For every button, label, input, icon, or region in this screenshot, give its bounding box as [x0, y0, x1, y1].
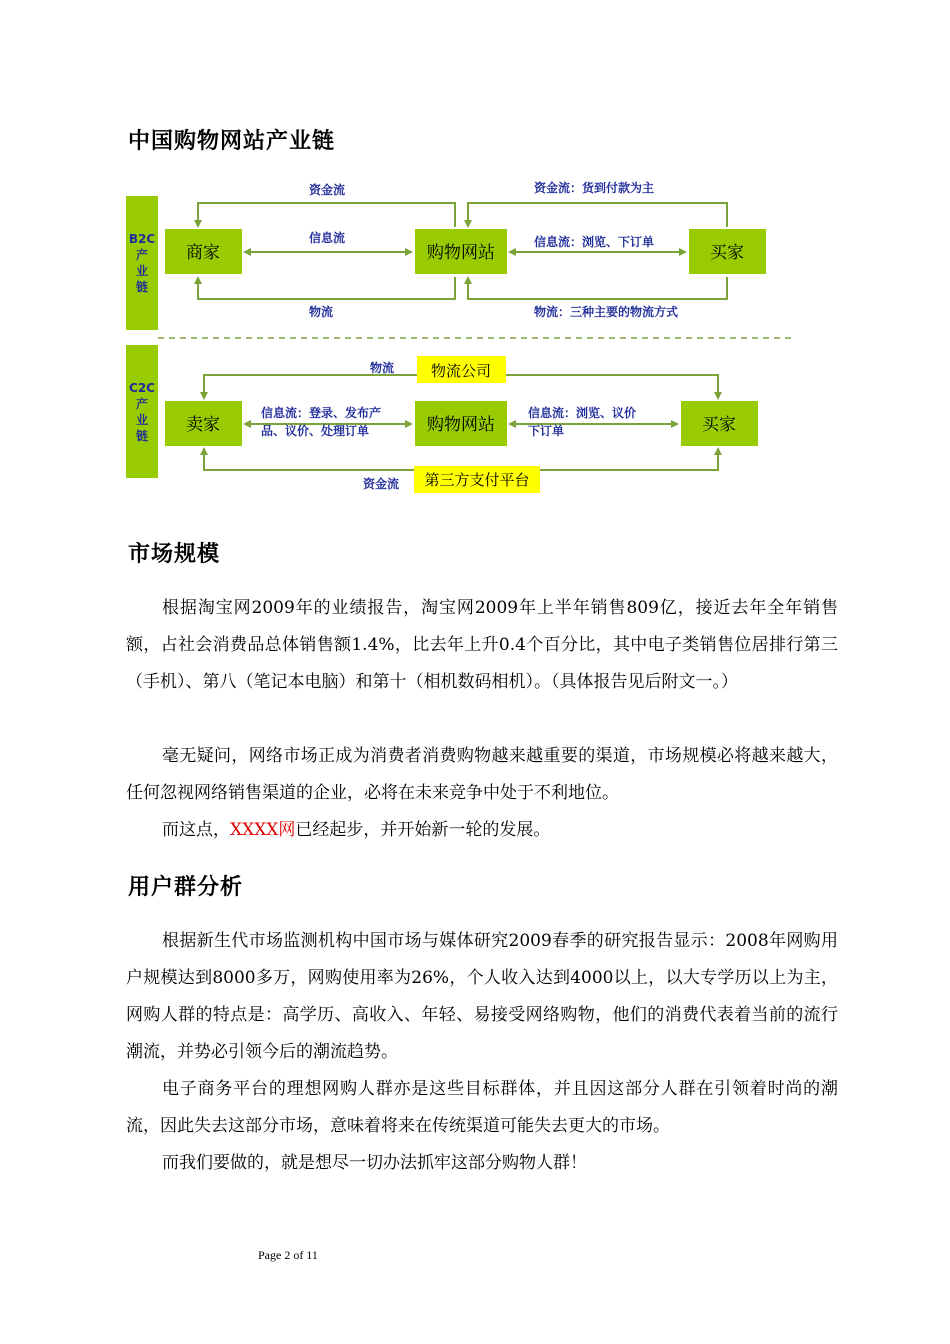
b2c-money-arrow-left — [198, 203, 455, 227]
c2c-money-label: 资金流 — [363, 477, 400, 491]
c2c-money-arrow-to-buyer — [540, 449, 718, 470]
c2c-site-label: 购物网站 — [427, 415, 495, 435]
b2c-buyer-label: 买家 — [710, 243, 744, 263]
b2c-side-bar — [126, 196, 158, 330]
c2c-info-left-label-1: 信息流：登录、发布产 — [261, 406, 382, 420]
b2c-money-right-label: 资金流：货到付款为主 — [534, 181, 655, 195]
c2c-money-arrow-to-seller — [204, 449, 414, 470]
b2c-side-label-1: B2C — [128, 232, 156, 246]
b2c-info-left-label: 信息流 — [309, 231, 346, 245]
c2c-logistics-label: 物流 — [370, 361, 395, 375]
c2c-info-right-label-2: 下订单 — [528, 424, 565, 438]
b2c-logistics-right-label: 物流：三种主要的物流方式 — [534, 305, 679, 319]
b2c-info-right-label: 信息流：浏览、下订单 — [534, 235, 655, 249]
c2c-side-label-2: 产 — [135, 397, 149, 411]
users-paragraph-2: 电子商务平台的理想网购人群亦是这些目标群体，并且因这部分人群在引领着时尚的潮流，因此失去这部分市场，意味着将来在传统渠道可能失去更大的市场。 — [126, 1079, 838, 1136]
users-paragraph-3: 而我们要做的，就是想尽一切办法抓牢这部分购物人群！ — [162, 1153, 587, 1173]
market-paragraph-3 — [126, 812, 838, 849]
c2c-side-label-1: C2C — [129, 381, 155, 395]
logistics-company-label: 物流公司 — [430, 362, 492, 380]
b2c-site-label: 购物网站 — [427, 243, 495, 263]
market-p3-prefix: 而这点， — [162, 820, 230, 840]
page-number: Page 2 of 11 — [258, 1248, 318, 1262]
c2c-info-right-label-1: 信息流：浏览、议价 — [528, 406, 637, 420]
site-name-highlight: XXXX网 — [230, 820, 296, 840]
b2c-side-label-2: 产 — [135, 248, 149, 262]
section-title-market-size: 市场规模 — [128, 542, 221, 567]
b2c-money-arrow-right — [468, 203, 727, 227]
market-paragraph-1: 根据淘宝网2009年的业绩报告，淘宝网2009年上半年销售809亿，接近去年全年销售额，占社会消费品总体销售额1.4%，比去年上升0.4个百分比，其中电子类销售位居排行第三（手机）、第八（笔记本电脑）和第十（相机数码相机）。（具体报告见后附文一。） — [126, 598, 838, 692]
c2c-logistics-arrow-to-buyer — [506, 375, 718, 398]
section-title-industry-chain: 中国购物网站产业链 — [128, 129, 336, 154]
b2c-logistics-arrow-left — [198, 277, 455, 299]
c2c-info-left-label-2: 品、议价、处理订单 — [261, 424, 370, 438]
industry-chain-diagram — [0, 0, 950, 520]
b2c-side-label-3: 业 — [135, 264, 149, 278]
c2c-side-label-3: 业 — [135, 413, 149, 427]
payment-platform-label: 第三方支付平台 — [424, 471, 530, 489]
c2c-side-label-4: 链 — [135, 429, 149, 443]
market-p3-suffix: 已经起步，并开始新一轮的发展。 — [295, 820, 551, 840]
c2c-logistics-arrow-to-seller — [204, 375, 417, 398]
b2c-logistics-arrow-right — [468, 277, 727, 299]
b2c-side-label-4: 链 — [135, 280, 149, 294]
market-paragraph-2: 毫无疑问，网络市场正成为消费者消费购物越来越重要的渠道，市场规模必将越来越大，任何忽视网络销售渠道的企业，必将在未来竞争中处于不利地位。 — [126, 746, 838, 803]
section-title-user-analysis: 用户群分析 — [128, 875, 244, 900]
c2c-side-bar — [126, 345, 158, 478]
users-paragraph-1: 根据新生代市场监测机构中国市场与媒体研究2009春季的研究报告显示：2008年网购用户规模达到8000多万，网购使用率为26%，个人收入达到4000以上，以大专学历以上为主，网购人群的特点是：高学历、高收入、年轻、易接受网络购物，他们的消费代表着当前的流行潮流，并势必引领今后的潮流趋势。 — [126, 931, 838, 1062]
seller-label: 卖家 — [186, 415, 220, 435]
c2c-buyer-label: 买家 — [702, 415, 736, 435]
merchant-label: 商家 — [186, 243, 220, 263]
b2c-money-left-label: 资金流 — [309, 183, 346, 197]
b2c-logistics-left-label: 物流 — [309, 305, 334, 319]
